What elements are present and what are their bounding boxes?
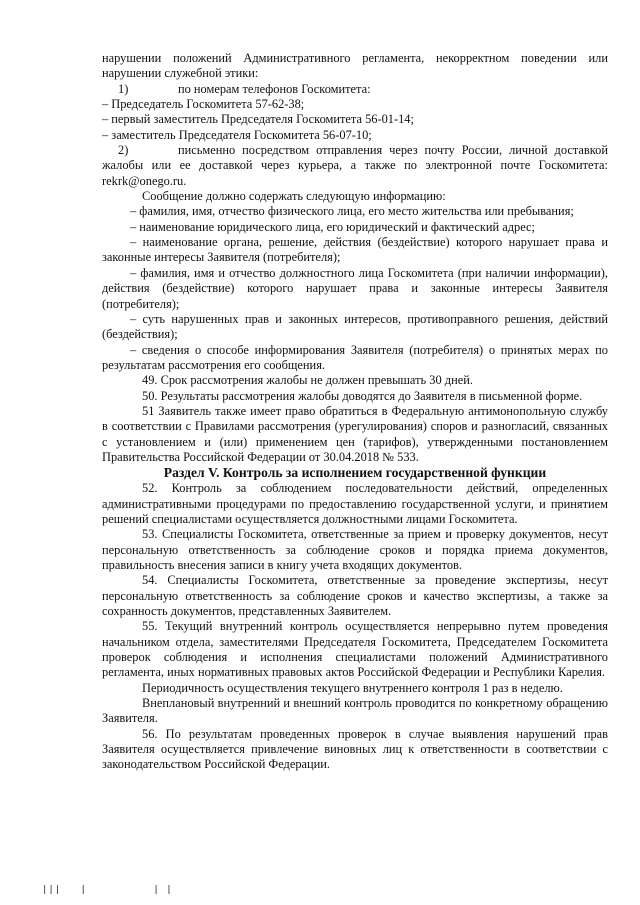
paragraph-50: 50. Результаты рассмотрения жалобы доводятся до Заявителя в письменной форме. bbox=[142, 388, 583, 403]
requirement-legal-entity: – наименование юридического лица, его юридический и фактический адрес; bbox=[130, 219, 535, 234]
document-page bbox=[102, 51, 608, 773]
scan-mark-left: ||| | bbox=[42, 885, 87, 895]
paragraph-52: 52. Контроль за соблюдением последовательности действий, определенных административными процедурами по предоставлению государственной услуги, и принятием решений специалистами осуществляется должностными лицами Госкомитета. bbox=[102, 481, 608, 526]
requirement-violated-rights: – суть нарушенных прав и законных интересов, противоправного решения, действий (бездействия); bbox=[102, 311, 608, 342]
list-number: 2) bbox=[118, 143, 129, 158]
paragraph-periodicity: Периодичность осуществления текущего внутреннего контроля 1 раз в неделю. bbox=[142, 680, 563, 695]
list-item-phone bbox=[102, 82, 608, 97]
requirement-body: – наименование органа, решение, действия (бездействие) которого нарушает права и законные интересы Заявителя (потребителя); bbox=[102, 235, 608, 265]
paragraph-56: 56. По результатам проведенных проверок в случае выявления нарушений прав Заявителя осуществляется привлечение виновных лиц к ответственности в соответствии с законодательством Российской Федерации. bbox=[102, 726, 608, 772]
list-item-text: по номерам телефонов Госкомитета: bbox=[178, 81, 371, 96]
section-heading: Раздел V. Контроль за исполнением государственной функции bbox=[163, 465, 547, 481]
paragraph-49: 49. Срок рассмотрения жалобы не должен превышать 30 дней. bbox=[142, 373, 473, 388]
paragraph-53: 53. Специалисты Госкомитета, ответственные за прием и проверку документов, несут персональную ответственность за соблюдение сроков и порядка приема документов, правильность внесения записи в книгу учета входящих документов. bbox=[102, 527, 608, 572]
scan-marks bbox=[42, 885, 233, 895]
requirement-person: – фамилия, имя, отчество физического лица, его место жительства или пребывания; bbox=[130, 204, 574, 219]
phone-first-deputy: – первый заместитель Председателя Госкомитета 56-01-14; bbox=[102, 112, 414, 127]
list-item-text: письменно посредством отправления через почту России, личной доставкой жалобы или ее доставкой через курьера, а также по электронной почте Госкомитета: rekrk@onego.ru. bbox=[102, 143, 608, 188]
scan-mark-right: | | bbox=[153, 885, 173, 895]
list-number: 1) bbox=[118, 81, 129, 96]
list-item-mail bbox=[102, 143, 608, 189]
paragraph-51: 51 Заявитель также имеет право обратиться в Федеральную антимонопольную службу в соответствии с Правилами рассмотрения (урегулирования) споров и разногласий, связанных с установлением и (или) применением цен (тарифов), утвержденными постановлением Правительства Российской Федерации от 30.04.2018 № 533. bbox=[102, 403, 608, 464]
paragraph-54: 54. Специалисты Госкомитета, ответственные за проведение экспертизы, несут персональную ответственность за соблюдение сроков и качество экспертизы, а также за сохранность документов, представленных Заявителем. bbox=[102, 573, 608, 619]
paragraph-55: 55. Текущий внутренний контроль осуществляется непрерывно путем проведения начальником отдела, заместителями Председателя Госкомитета, Председателем Госкомитета проверок соблюдения и исполнения специалистами положений Административного регламента, иных нормативных правовых актов Российской Федерации и Республики Карелия. bbox=[102, 619, 608, 680]
phone-chairman: – Председатель Госкомитета 57-62-38; bbox=[102, 97, 305, 112]
requirement-official: – фамилия, имя и отчество должностного лица Госкомитета (при наличии информации), действия (бездействие) которого нарушает права и законные интересы Заявителя (потребителя); bbox=[102, 265, 608, 311]
paragraph-violations-intro: нарушении положений Административного регламента, некорректном поведении или нарушении служебной этики: bbox=[102, 51, 608, 81]
paragraph-message-content: Сообщение должно содержать следующую информацию: bbox=[142, 189, 446, 204]
requirement-notification: – сведения о способе информирования Заявителя (потребителя) о принятых мерах по результатам рассмотрения его сообщения. bbox=[102, 342, 608, 372]
paragraph-unscheduled-control: Внеплановый внутренний и внешний контроль проводится по конкретному обращению Заявителя. bbox=[102, 696, 608, 726]
phone-deputy: – заместитель Председателя Госкомитета 56-07-10; bbox=[102, 127, 372, 142]
